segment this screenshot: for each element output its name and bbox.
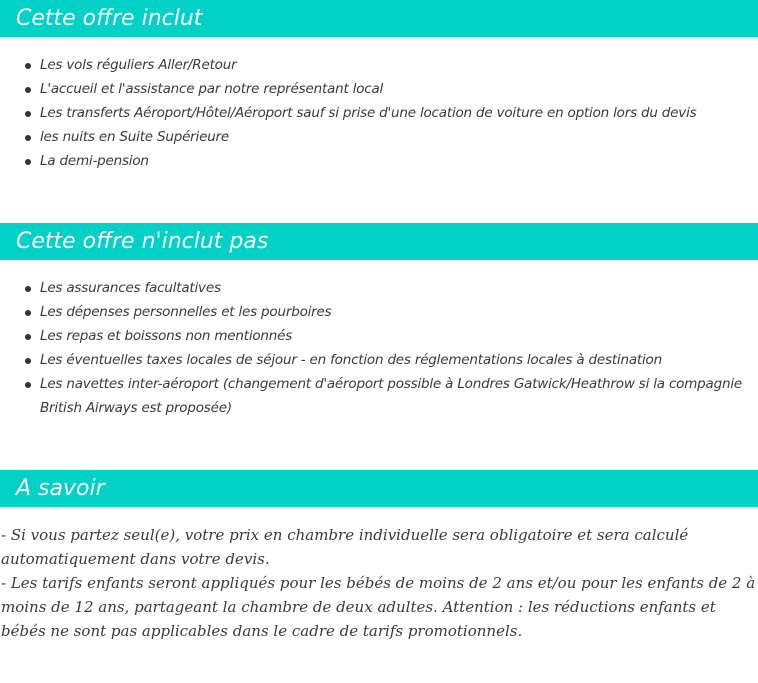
list-item: les nuits en Suite Supérieure [40,125,758,149]
included-list [0,53,758,173]
list-item: Les vols réguliers Aller/Retour [40,53,758,77]
list-item: L'accueil et l'assistance par notre représentant local [40,77,758,101]
list-item: Les assurances facultatives [40,276,758,300]
list-item: Les transferts Aéroport/Hôtel/Aéroport sauf si prise d'une location de voiture en option lors du devis [40,101,758,125]
list-item: Les repas et boissons non mentionnés [40,324,758,348]
list-item: Les navettes inter-aéroport (changement d'aéroport possible à Londres Gatwick/Heathrow si la compagnie British Airways est proposée) [40,372,758,420]
to-know-notes [1,523,756,643]
included-section-title: Cette offre inclut [0,0,758,37]
note-paragraph: - Si vous partez seul(e), votre prix en chambre individuelle sera obligatoire et sera calculé automatiquement dans votre devis. [1,526,689,568]
note-paragraph: - Les tarifs enfants seront appliqués pour les bébés de moins de 2 ans et/ou pour les enfants de 2 à moins de 12 ans, partageant la chambre de deux adultes. Attention : les réductions enfants et bébés ne sont pas applicables dans le cadre de tarifs promotionnels. [1,574,756,640]
not-included-section-title: Cette offre n'inclut pas [0,223,758,260]
list-item: La demi-pension [40,149,758,173]
to-know-section-title: A savoir [0,470,758,507]
list-item: Les dépenses personnelles et les pourboires [40,300,758,324]
not-included-list [0,276,758,420]
list-item: Les éventuelles taxes locales de séjour - en fonction des réglementations locales à destination [40,348,758,372]
